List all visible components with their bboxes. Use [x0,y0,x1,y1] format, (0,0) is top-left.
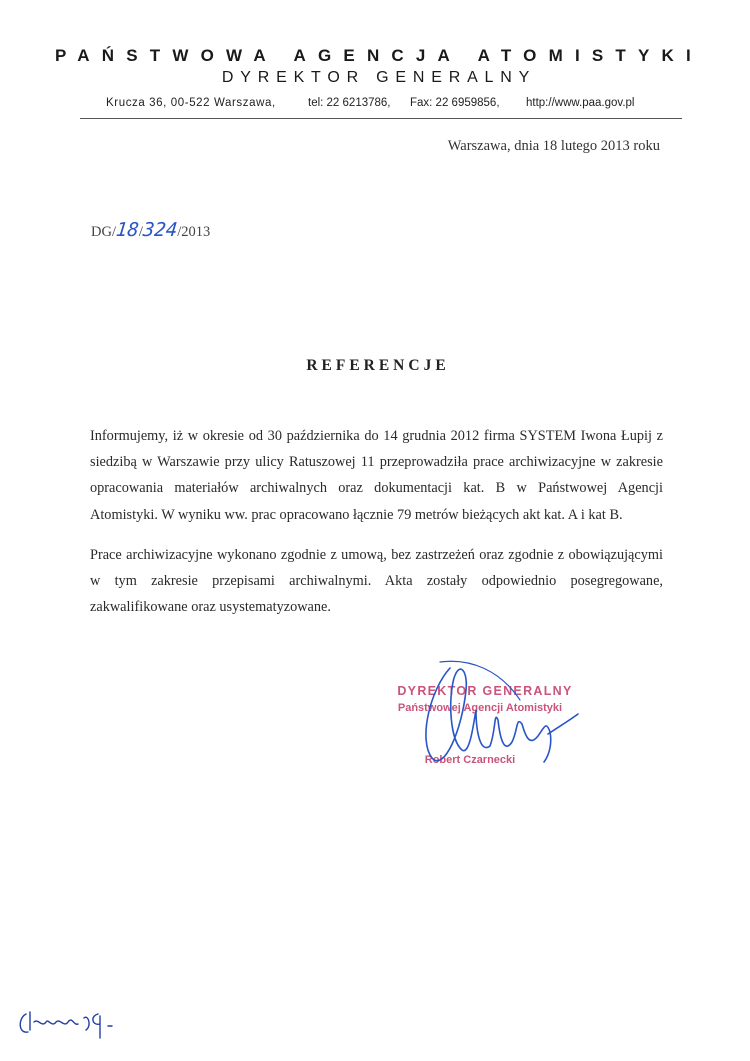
ref-suffix: /2013 [177,224,211,240]
ref-separator: / [138,224,143,240]
ref-prefix: DG/ [91,224,116,240]
director-title: DYREKTOR GENERALNY [221,69,537,86]
website-link[interactable]: http://www.paa.gov.pl [526,97,635,109]
phone: tel: 22 6213786, [308,97,391,109]
document-title: REFERENCJE [306,357,450,374]
ref-number-handwritten-2: 324 [141,219,179,241]
agency-name: PAŃSTWOWA AGENCJA ATOMISTYKI [55,46,703,65]
stamp-name: Robert Czarnecki [424,754,516,766]
body-paragraph-2: Prace archiwizacyjne wykonano zgodnie z umową, bez zastrzeżeń oraz zgodnie z obowiązującymi w tym zakresie przepisami archiwalnymi. Akta zostały odpowiednio posegregowane, zakwalifikowane oraz usystematyzowane. [90,547,663,616]
body-paragraph-1: Informujemy, iż w okresie od 30 października do 14 grudnia 2012 firma SYSTEM Iwona Łupij z siedzibą w Warszawie przy ulicy Ratuszowej 11 przeprowadziła prace archiwizacyjne w zakresie opracowania materiałów archiwalnych oraz dokumentacji kat. B w Państwowej Agencji Atomistyki. W wyniku ww. prac opracowano łącznie 79 metrów bieżących akt kat. A i kat B. [90,428,663,523]
ref-number-handwritten-1: 18 [114,219,141,241]
fax: Fax: 22 6959856, [410,97,500,109]
stamp-title: DYREKTOR GENERALNY [397,684,573,698]
stamp-agency: Państwowej Agencji Atomistyki [397,702,563,714]
header-divider [80,118,682,119]
address: Krucza 36, 00-522 Warszawa, [106,97,276,109]
reference-number [91,219,210,241]
handwritten-signature [410,650,585,780]
handwritten-note [12,1004,132,1044]
date-line: Warszawa, dnia 18 lutego 2013 roku [447,138,660,154]
